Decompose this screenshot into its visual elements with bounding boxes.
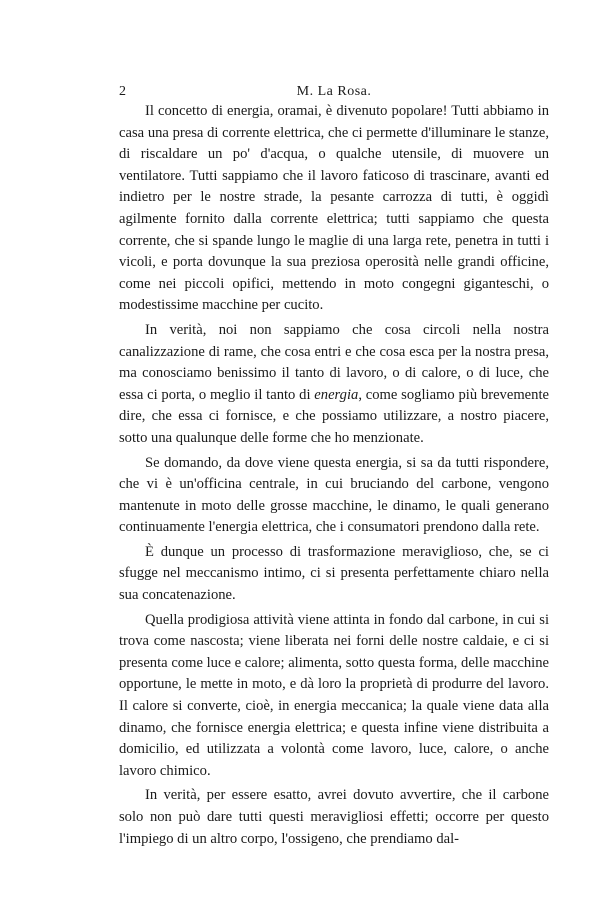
page-number: 2 <box>119 84 127 99</box>
paragraph: In verità, noi non sappiamo che cosa circoli nella nostra canalizzazione di rame, che cosa entri e che cosa esca per la nostra presa, ma conosciamo benissimo il tanto di lavoro, o di calore, o di luce, che essa ci porta, o meglio il tanto di energia, come sogliamo più brevemente dire, che essa ci fornisce, e che possiamo utilizzare, a nostro piacere, sotto una qualunque delle forme che ho menzionate. <box>119 321 549 446</box>
paragraph: Il concetto di energia, oramai, è divenuto popolare! Tutti abbiamo in casa una presa di corrente elettrica, che ci permette d'illuminare le stanze, di riscaldare un po' d'acqua, o qualche utensile, di muovere un ventilatore. Tutti sappiamo che il lavoro faticoso di trascinare, avanti ed indietro per le nostre strade, la pesante carrozza di tutti, è oggidì agilmente fornito dalla corrente elettrica; tutti sappiamo che questa corrente, che si spande lungo le maglie di una larga rete, penetra in tutti i vicoli, e porta dovunque la sua preziosa operosità nelle grandi officine, come nei piccoli opifici, mettendo in moto congegni giganteschi, o modestissime macchine per cucito. <box>119 103 549 314</box>
emphasis: energia <box>314 386 359 403</box>
body-text <box>119 101 549 850</box>
paragraph: È dunque un processo di trasformazione meraviglioso, che, se ci sfugge nel meccanismo intimo, ci si presenta perfettamente chiaro nella sua concatenazione. <box>119 543 549 604</box>
paragraph: Quella prodigiosa attività viene attinta in fondo dal carbone, in cui si trova come nascosta; viene liberata nei forni delle nostre caldaie, e ci si presenta come luce e calore; alimenta, sotto questa forma, delle macchine opportune, le mette in moto, e dà loro la proprietà di produrre del lavoro. Il calore si converte, cioè, in energia meccanica; la quale viene data alla dinamo, che fornisce energia elettrica; e questa infine viene distribuita a domicilio, ed utilizzata a volontà come lavoro, luce, calore, o anche lavoro chimico. <box>119 611 549 779</box>
running-head: M. La Rosa. <box>296 84 372 99</box>
paragraph: Se domando, da dove viene questa energia, si sa da tutti rispondere, che vi è un'officina centrale, in cui bruciando del carbone, vengono mantenute in moto delle grosse macchine, le dinamo, le quali generano continuamente l'energia elettrica, che i consumatori prendono dalla rete. <box>119 454 549 536</box>
paragraph: In verità, per essere esatto, avrei dovuto avvertire, che il carbone solo non può dare tutti questi meravigliosi effetti; occorre per questo l'impiego di un altro corpo, l'ossigeno, che prendiamo dal- <box>119 787 549 847</box>
